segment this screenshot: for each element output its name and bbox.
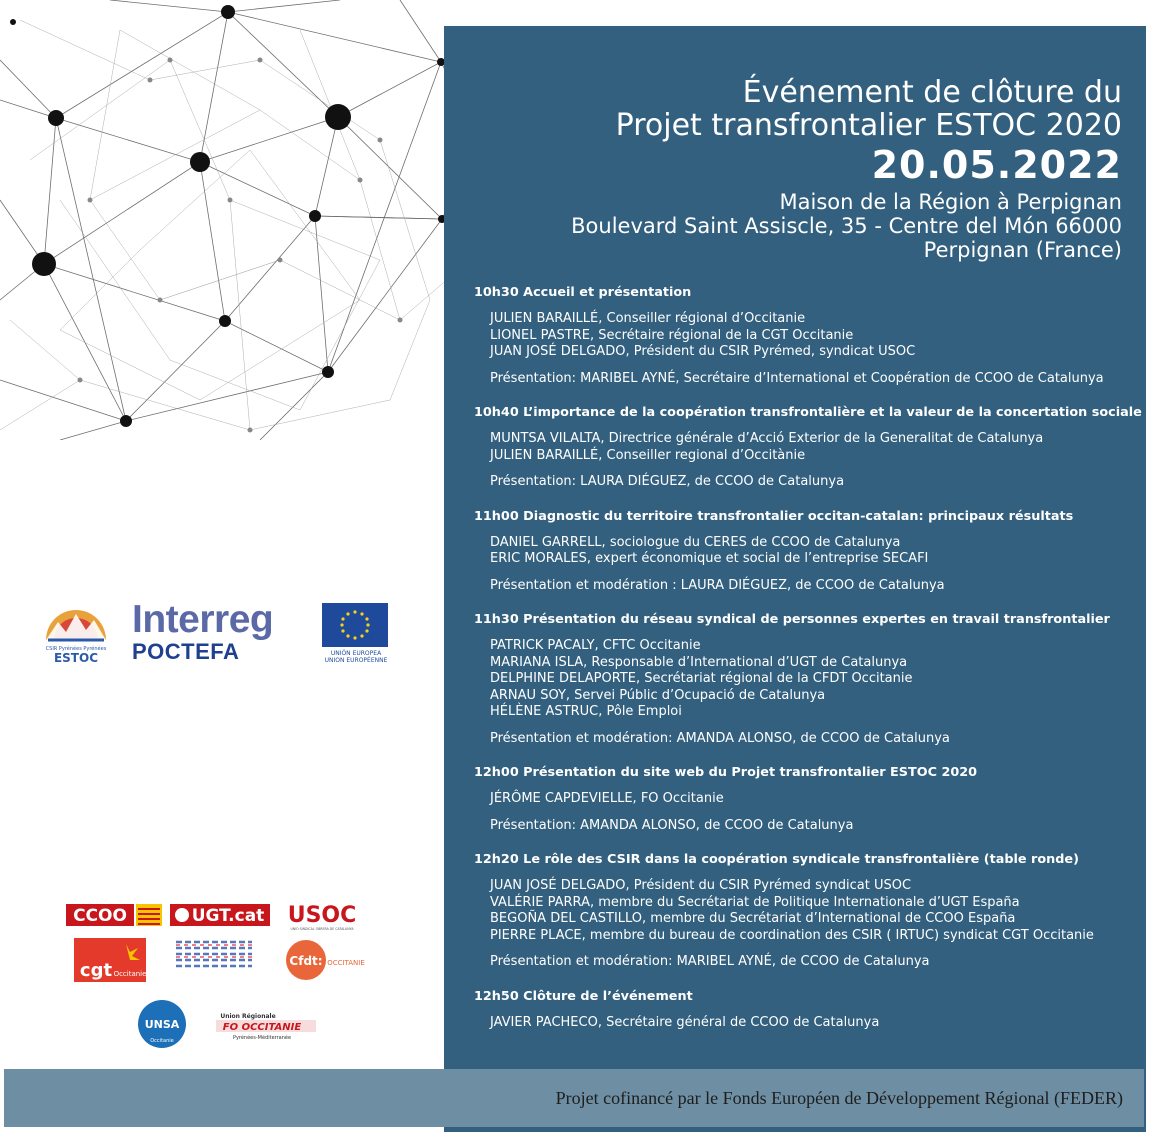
eu-caption-line1: UNIÓN EUROPEA: [330, 650, 382, 657]
speaker-line: JULIEN BARAILLÉ, Conseiller régional d’Occitanie: [490, 311, 806, 326]
footer-bar: [4, 1069, 1144, 1127]
section-presentation: Présentation et modération: MARIBEL AYNÉ, de CCOO de Catalunya: [490, 954, 930, 969]
network-sphere-graphic: [0, 0, 480, 440]
event-location-line3: Perpignan (France): [923, 238, 1122, 262]
ugt-logo-text: UGT.cat: [191, 906, 265, 926]
program-list: [474, 284, 1146, 1031]
speaker-line: PIERRE PLACE, membre du bureau de coordination des CSIR ( IRTUC) syndicat CGT Occitanie: [490, 927, 1094, 943]
unsa-logo-subtext: Occitanie: [150, 1038, 174, 1044]
program-section: [474, 284, 1146, 404]
section-title: 12h00 Présentation du site web du Projet transfrontalier ESTOC 2020: [474, 765, 978, 780]
unsa-logo-text: UNSA: [144, 1018, 180, 1031]
speaker-line: MUNTSA VILALTA, Directrice générale d’Acció Exterior de la Generalitat de Catalunya: [490, 431, 1044, 446]
ccoo-logo: [66, 904, 162, 926]
program-section: [474, 764, 1146, 851]
usoc-logo-subtext: UNIÓ SINDICAL OBRERA DE CATALUNYA: [290, 927, 354, 931]
program-section: [474, 851, 1146, 988]
speaker-line: MARIANA ISLA, Responsable d’International d’UGT de Catalunya: [490, 654, 908, 670]
speaker-line: BEGOÑA DEL CASTILLO, membre du Secrétariat d’International de CCOO España: [490, 911, 1016, 926]
cftc-logo: [176, 942, 252, 966]
speaker-line: PATRICK PACALY, CFTC Occitanie: [490, 638, 701, 653]
section-title: 10h40 L’importance de la coopération transfrontalière et la valeur de la concertation sociale: [474, 405, 1142, 420]
usoc-logo: [288, 903, 357, 931]
program-panel: [444, 26, 1146, 1132]
fo-logo: [216, 1013, 316, 1041]
partner-logos-top: [40, 600, 400, 670]
section-title: 11h00 Diagnostic du territoire transfrontalier occitan-catalan: principaux résultats: [474, 508, 1074, 524]
event-title-line2: Projet transfrontalier ESTOC 2020: [615, 108, 1122, 143]
fo-logo-text: FO OCCITANIE: [222, 1022, 302, 1033]
ugt-logo: [170, 904, 270, 926]
estoc-logo-text: ESTOC: [53, 651, 99, 665]
speaker-line: JUAN JOSÉ DELGADO, Président du CSIR Pyrémed, syndicat USOC: [490, 344, 916, 359]
section-title: 10h30 Accueil et présentation: [474, 285, 692, 300]
section-presentation: Présentation et modération: AMANDA ALONSO, de CCOO de Catalunya: [490, 730, 950, 746]
cfdt-logo: [286, 940, 365, 980]
event-location-line2: Boulevard Saint Assiscle, 35 - Centre del Món 66000: [571, 214, 1122, 238]
program-section: [474, 508, 1146, 612]
cgt-logo: [74, 938, 146, 982]
union-logos: [66, 896, 366, 1066]
ccoo-logo-text: CCOO: [73, 906, 127, 926]
cfdt-logo-text: Cfdt:: [289, 954, 323, 968]
fo-logo-top-text: Union Régionale: [220, 1013, 276, 1020]
speaker-line: JUAN JOSÉ DELGADO, Président du CSIR Pyrémed syndicat USOC: [490, 878, 912, 893]
estoc-logo-top-text: CSIR Pyrénées Pyrénées: [45, 646, 107, 652]
speaker-line: LIONEL PASTRE, Secrétaire régional de la CGT Occitanie: [490, 327, 854, 343]
interreg-text: Interreg: [132, 598, 274, 641]
unsa-logo: [138, 1000, 186, 1048]
speaker-line: ERIC MORALES, expert économique et social de l’entreprise SECAFI: [490, 551, 929, 566]
section-presentation: Présentation: LAURA DIÉGUEZ, de CCOO de Catalunya: [490, 474, 845, 489]
speaker-line: JULIEN BARAILLÉ, Conseiller regional d’Occitànie: [490, 447, 806, 463]
estoc-logo: [40, 600, 112, 666]
eu-flag-icon: [322, 603, 388, 647]
footer-funding-text: Projet cofinancé par le Fonds Européen de Développement Régional (FEDER): [555, 1088, 1123, 1108]
event-date: 20.05.2022: [871, 143, 1122, 187]
speaker-line: HÉLÈNE ASTRUC, Pôle Emploi: [490, 704, 682, 719]
section-presentation: Présentation: MARIBEL AYNÉ, Secrétaire d’International et Coopération de CCOO de Catalunya: [490, 370, 1104, 386]
event-title-line1: Événement de clôture du: [742, 75, 1122, 110]
section-presentation: Présentation: AMANDA ALONSO, de CCOO de Catalunya: [490, 817, 854, 833]
interreg-logo: [132, 600, 273, 664]
section-title: 12h20 Le rôle des CSIR dans la coopération syndicale transfrontalière (table ronde): [474, 852, 1079, 867]
speaker-line: DANIEL GARRELL, sociologue du CERES de CCOO de Catalunya: [490, 534, 901, 550]
usoc-logo-text: USOC: [287, 903, 357, 928]
event-location-line1: Maison de la Région à Perpignan: [779, 190, 1122, 214]
program-section: [474, 988, 1146, 1032]
eu-caption: [316, 650, 396, 664]
section-title: 11h30 Présentation du réseau syndical de personnes expertes en travail transfrontalier: [474, 612, 1110, 627]
speaker-line: VALÉRIE PARRA, membre du Secrétariat de Politique Internationale d’UGT España: [490, 894, 1020, 910]
eu-caption-line2: UNION EUROPÉENNE: [324, 657, 388, 664]
program-section: [474, 611, 1146, 764]
speaker-line: JÉRÔME CAPDEVIELLE, FO Occitanie: [490, 791, 724, 806]
section-presentation: Présentation et modération : LAURA DIÉGUEZ, de CCOO de Catalunya: [490, 577, 945, 593]
fo-logo-subtext: Pyrénées-Méditerranée: [232, 1035, 292, 1041]
speaker-line: JAVIER PACHECO, Secrétaire général de CCOO de Catalunya: [490, 1014, 880, 1030]
section-title: 12h50 Clôture de l’événement: [474, 988, 693, 1004]
cgt-logo-subtext: Occitanie: [113, 970, 147, 978]
cfdt-logo-subtext: OCCITANIE: [327, 959, 365, 967]
event-header: [571, 76, 1122, 262]
poctefa-text: POCTEFA: [132, 639, 240, 664]
speaker-line: DELPHINE DELAPORTE, Secrétariat régional de la CFDT Occitanie: [490, 671, 913, 686]
program-section: [474, 404, 1146, 508]
cgt-logo-text: cgt: [79, 960, 113, 981]
speaker-line: ARNAU SOY, Servei Públic d’Ocupació de Catalunya: [490, 687, 826, 703]
